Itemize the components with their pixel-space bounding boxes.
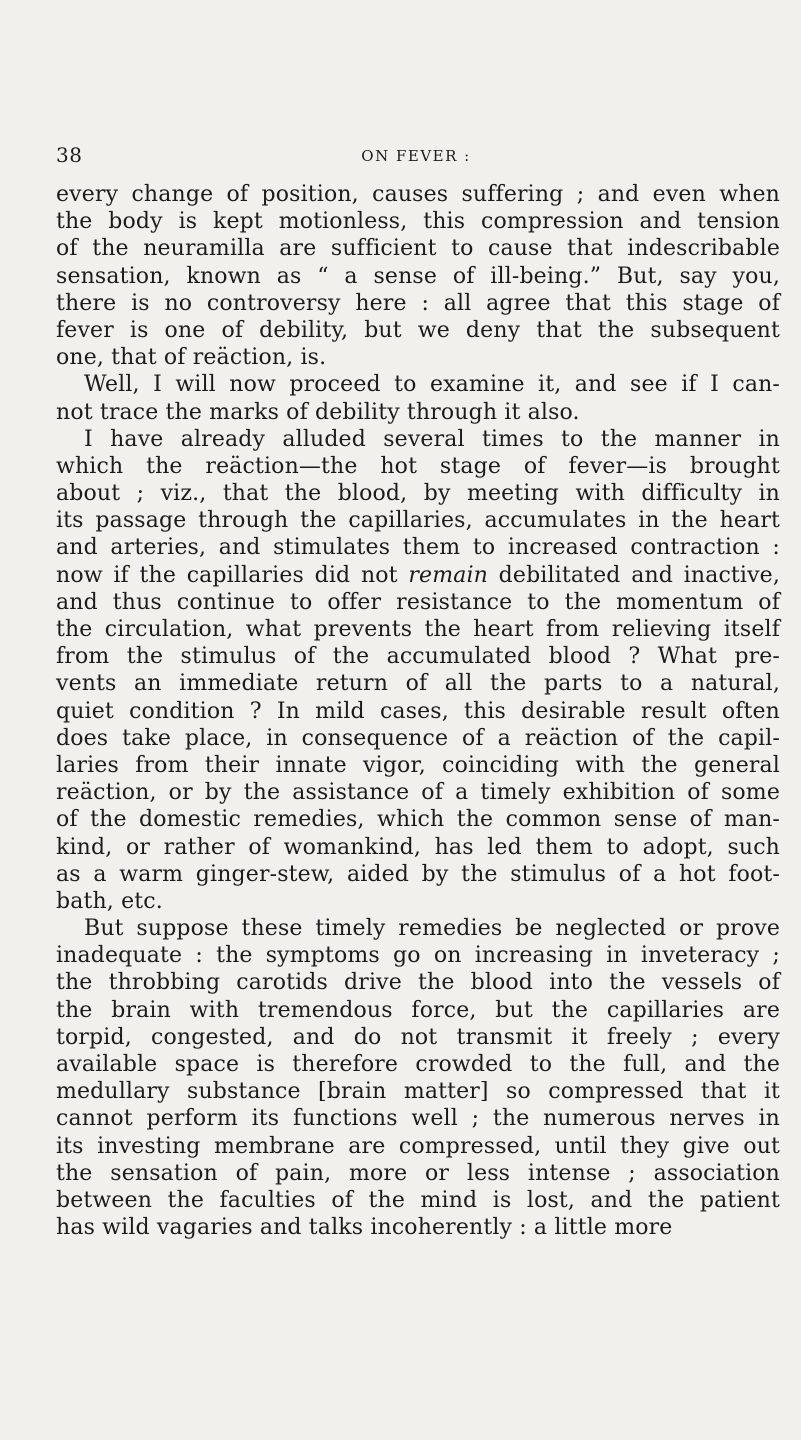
- text-line: and thus continue to offer resistance to the momentum of: [56, 589, 780, 615]
- text-line: there is no controversy here : all agree that this stage of: [56, 290, 780, 316]
- text-line: quiet condition ? In mild cases, this desirable result often: [56, 698, 780, 724]
- text-line: [56, 562, 780, 589]
- text-line: between the faculties of the mind is lost, and the patient: [56, 1187, 780, 1213]
- text-line: sensation, known as “ a sense of ill-being.” But, say you,: [56, 263, 780, 289]
- text-line: torpid, congested, and do not transmit it freely ; every: [56, 1024, 780, 1050]
- text-line: kind, or rather of womankind, has led them to adopt, such: [56, 834, 780, 860]
- text-line: bath, etc.: [56, 888, 163, 914]
- text-line: But suppose these timely remedies be neglected or prove: [84, 916, 780, 942]
- text-line: of the domestic remedies, which the common sense of man-: [56, 807, 780, 833]
- text-line: the throbbing carotids drive the blood into the vessels of: [56, 970, 780, 996]
- text-line: available space is therefore crowded to the full, and the: [56, 1052, 780, 1077]
- page-number: 38: [56, 143, 83, 167]
- running-head: ON FEVER :: [361, 147, 471, 165]
- text-line: I have already alluded several times to the manner in: [84, 426, 780, 452]
- text-line: which the reäction—the hot stage of fever—is brought: [56, 453, 780, 479]
- text-line: medullary substance [brain matter] so compressed that it: [56, 1079, 780, 1105]
- body-text: [56, 181, 780, 1241]
- text-line: Well, I will now proceed to examine it, and see if I can-: [84, 372, 780, 398]
- text-line: about ; viz., that the blood, by meeting with difficulty in: [56, 481, 780, 507]
- text-line: the body is kept motionless, this compression and tension: [56, 209, 780, 235]
- text-line: its passage through the capillaries, accumulates in the heart: [56, 508, 780, 534]
- text-line: not trace the marks of debility through it also.: [56, 399, 580, 425]
- text-line: every change of position, causes suffering ; and even when: [56, 182, 780, 207]
- text-line: cannot perform its functions well ; the numerous nerves in: [56, 1106, 780, 1132]
- text-line: has wild vagaries and talks incoherently : a little more: [56, 1215, 673, 1241]
- text-line: reäction, or by the assistance of a timely exhibition of some: [56, 780, 780, 806]
- text-line: and arteries, and stimulates them to increased contraction :: [56, 535, 780, 561]
- page-header: [56, 143, 776, 171]
- italic-word: remain: [408, 562, 488, 588]
- text-line: the brain with tremendous force, but the capillaries are: [56, 997, 780, 1023]
- text-line: the sensation of pain, more or less intense ; association: [56, 1160, 780, 1186]
- text-line: its investing membrane are compressed, until they give out: [56, 1133, 780, 1159]
- text-line: from the stimulus of the accumulated blood ? What pre-: [56, 644, 780, 670]
- text-line: of the neuramilla are sufficient to cause that indescribable: [56, 236, 780, 262]
- text-line: fever is one of debility, but we deny that the subsequent: [56, 317, 780, 343]
- text-line: one, that of reäction, is.: [56, 345, 327, 371]
- text-line: does take place, in consequence of a reäction of the capil-: [56, 725, 780, 751]
- text-segment: now if the capillaries did not: [56, 562, 409, 588]
- text-line: inadequate : the symptoms go on increasing in inveteracy ;: [56, 943, 780, 969]
- text-line: vents an immediate return of all the parts to a natural,: [56, 671, 780, 697]
- text-segment: debilitated and inactive,: [487, 562, 780, 588]
- text-line: as a warm ginger-stew, aided by the stimulus of a hot foot-: [56, 861, 780, 887]
- text-line: laries from their innate vigor, coinciding with the general: [56, 752, 780, 778]
- text-line: the circulation, what prevents the heart from relieving itself: [56, 617, 780, 642]
